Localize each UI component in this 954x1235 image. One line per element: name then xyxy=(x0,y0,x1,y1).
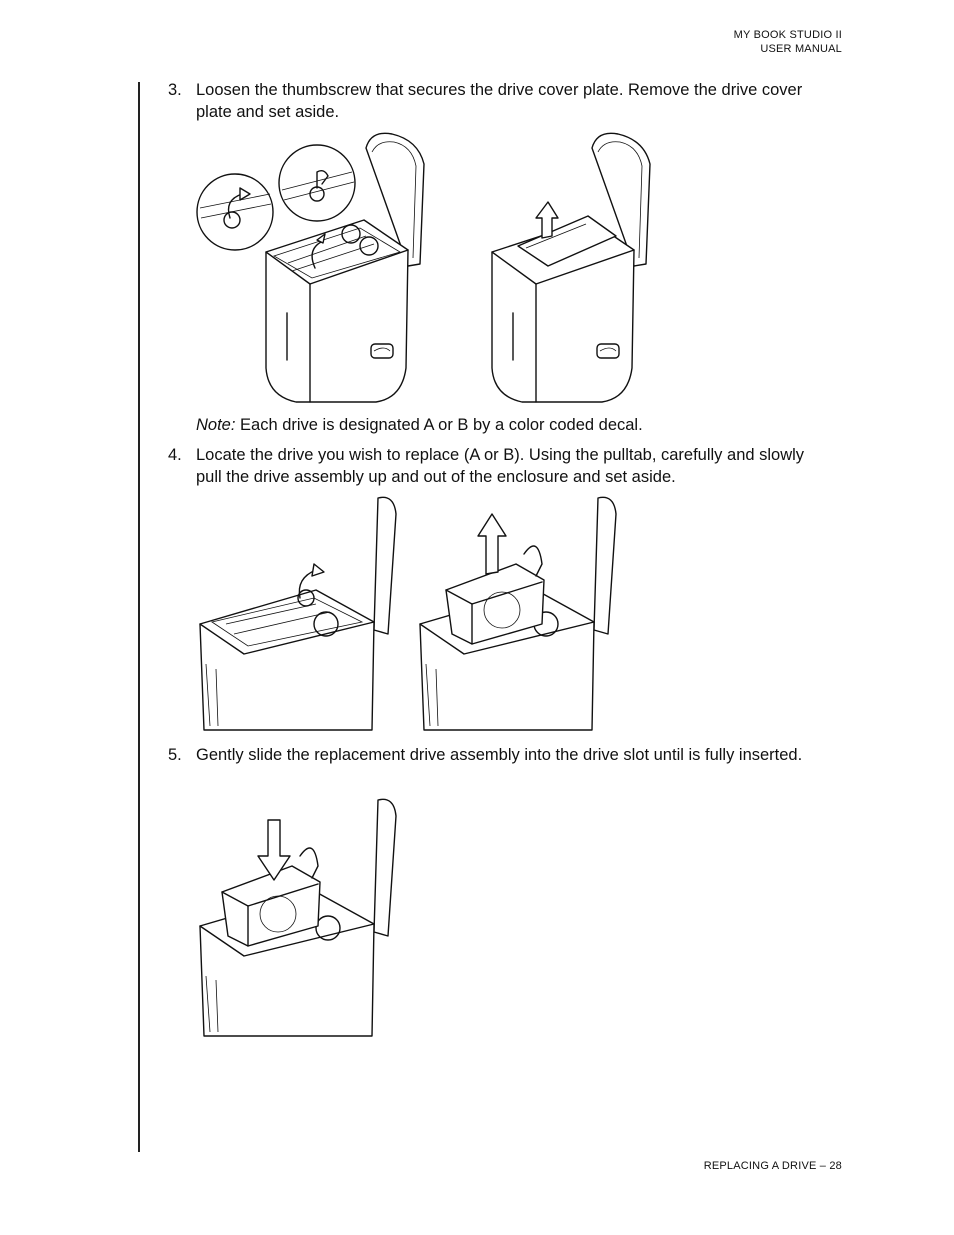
page-footer: REPLACING A DRIVE – 28 xyxy=(703,1160,842,1172)
step-text: Loosen the thumbscrew that secures the drive cover plate. Remove the drive cover plate and set aside. xyxy=(196,81,803,121)
figure-remove-cover-plate xyxy=(196,128,666,404)
figure-pull-drive-out xyxy=(196,494,626,730)
step-number: 4. xyxy=(168,446,182,464)
note-label: Note: xyxy=(196,416,236,434)
note-text: Each drive is designated A or B by a color coded decal. xyxy=(235,416,643,434)
step-5 xyxy=(168,744,818,766)
enclosure-illustration xyxy=(492,133,650,402)
enclosure-illustration xyxy=(200,799,396,1036)
step-3 xyxy=(168,79,818,123)
note xyxy=(196,414,643,436)
step-text: Gently slide the replacement drive assembly into the drive slot until is fully inserted. xyxy=(196,746,803,764)
enclosure-illustration xyxy=(200,497,396,730)
step-number: 5. xyxy=(168,746,182,764)
header-product-title: MY BOOK STUDIO II xyxy=(733,29,842,41)
figure-insert-drive xyxy=(196,796,416,1036)
step-text: Locate the drive you wish to replace (A or B). Using the pulltab, carefully and slowly pull the drive assembly up and out of the enclosure and set aside. xyxy=(196,446,805,486)
margin-rule xyxy=(138,82,140,1152)
step-number: 3. xyxy=(168,81,182,99)
step-4 xyxy=(168,444,818,488)
header-doc-type: USER MANUAL xyxy=(760,43,842,55)
running-header xyxy=(734,28,842,56)
enclosure-illustration xyxy=(420,497,616,730)
